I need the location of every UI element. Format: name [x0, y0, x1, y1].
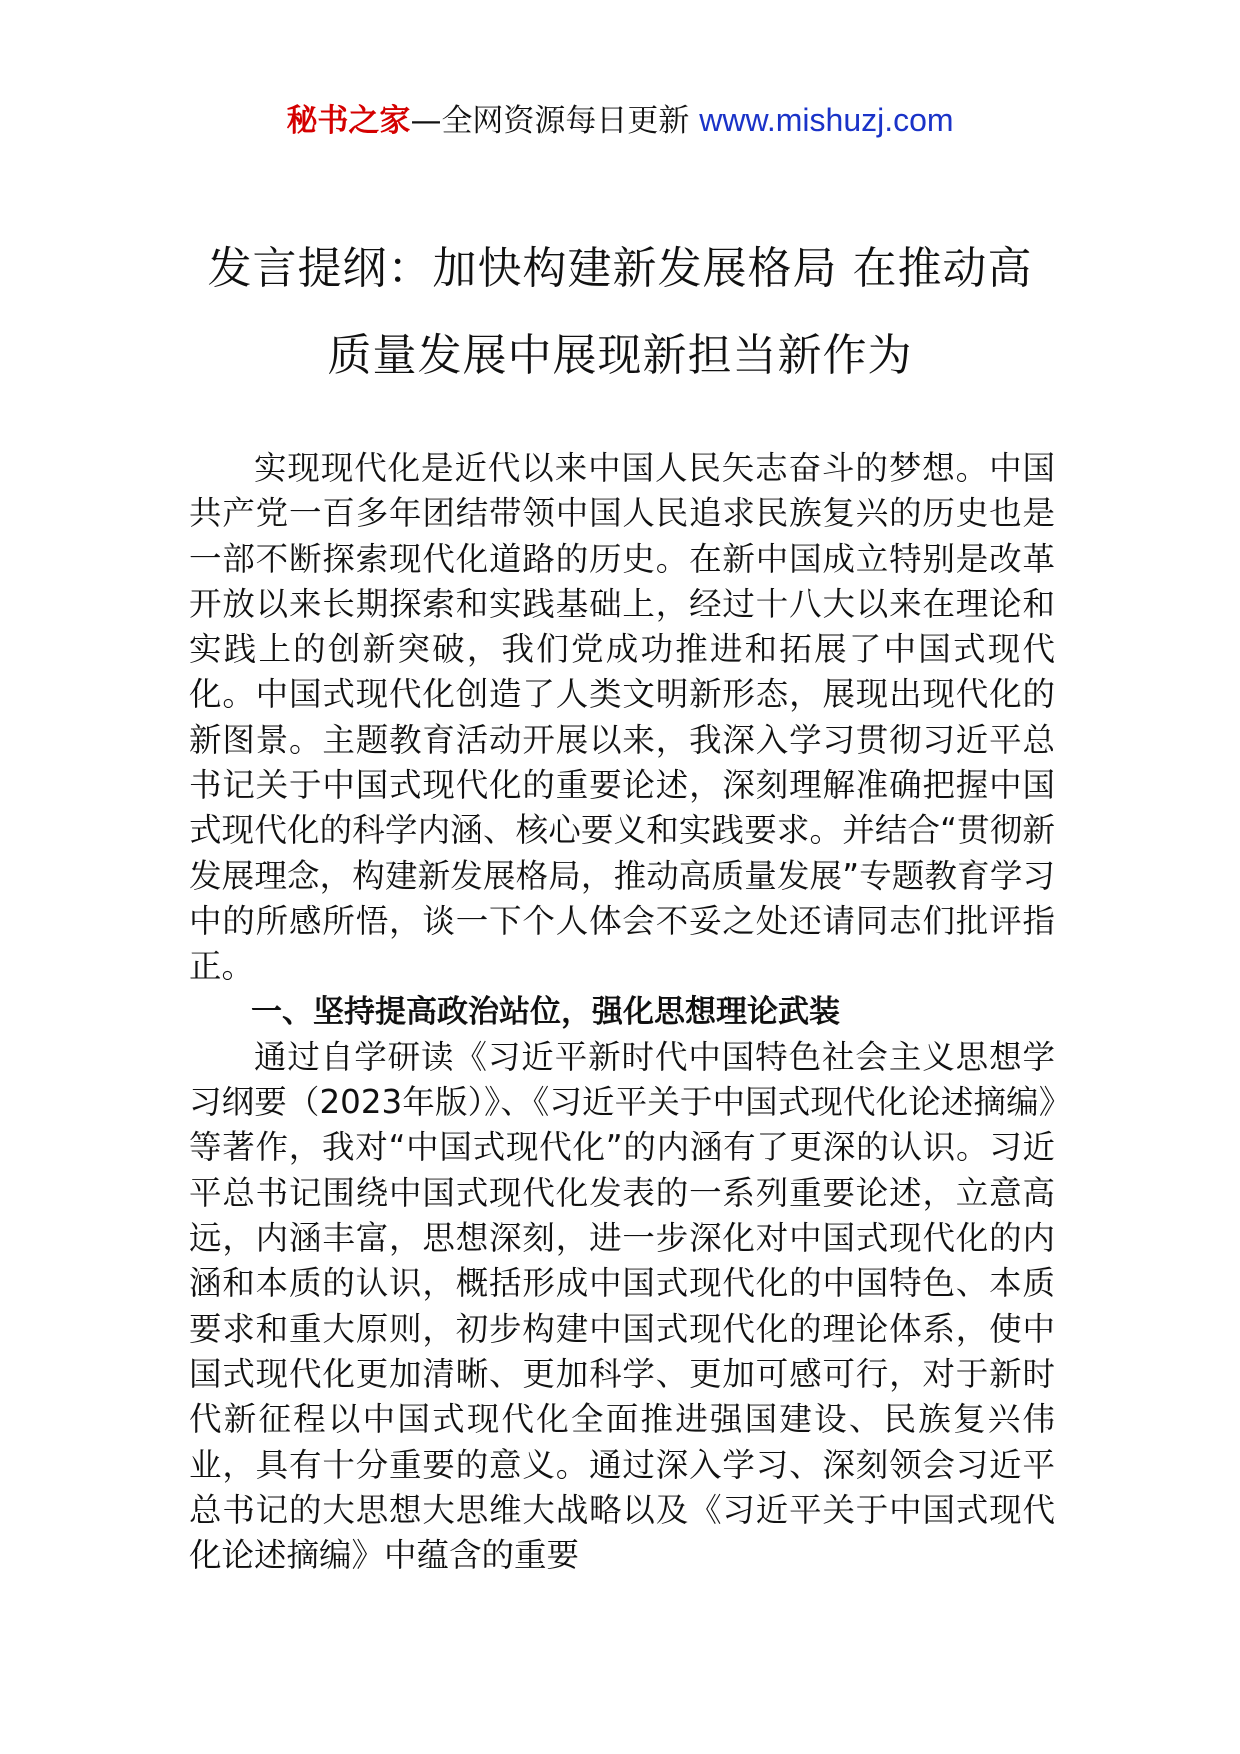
title-line-2: 质量发展中展现新担当新作为: [327, 330, 913, 381]
section-heading-1: 一、坚持提高政治站位，强化思想理论武装: [251, 993, 840, 1030]
section-1-paragraph: 通过自学研读《习近平新时代中国特色社会主义思想学习纲要（2023年版）》、《习近平关于中国式现代化论述摘编》等著作，我对“中国式现代化”的内涵有了更深的认识。习近平总书记围绕中国式现代化发表的一系列重要论述，立意高远，内涵丰富，思想深刻，进一步深化对中国式现代化的内涵和本质的认识，概括形成中国式现代化的中国特色、本质要求和重大原则，初步构建中国式现代化的理论体系，使中国式现代化更加清晰、更加科学、更加可感可行，对于新时代新征程以中国式现代化全面推进强国建设、民族复兴伟业，具有十分重要的意义。通过深入学习、深刻领会习近平总书记的大思想大思维大战略以及《习近平关于中国式现代化论述摘编》中蕴含的重要: [189, 1037, 1055, 1575]
title-line-1: 发言提纲：加快构建新发展格局 在推动高: [207, 243, 1033, 294]
intro-paragraph: 实现现代化是近代以来中国人民矢志奋斗的梦想。中国共产党一百多年团结带领中国人民追求民族复兴的历史也是一部不断探索现代化道路的历史。在新中国成立特别是改革开放以来长期探索和实践基础上，经过十八大以来在理论和实践上的创新突破，我们党成功推进和拓展了中国式现代化。中国式现代化创造了人类文明新形态，展现出现代化的新图景。主题教育活动开展以来，我深入学习贯彻习近平总书记关于中国式现代化的重要论述，深刻理解准确把握中国式现代化的科学内涵、核心要义和实践要求。并结合“贯彻新发展理念，构建新发展格局，推动高质量发展”专题教育学习中的所感所悟，谈一下个人体会不妥之处还请同志们批评指正。: [189, 449, 1055, 986]
site-header: [0, 100, 1240, 141]
site-url-link[interactable]: www.mishuzj.com: [699, 102, 954, 138]
site-tagline: —全网资源每日更新: [410, 103, 690, 139]
document-body: [189, 446, 1055, 1578]
document-title: [150, 225, 1090, 399]
brand-name: 秘书之家: [286, 103, 411, 139]
